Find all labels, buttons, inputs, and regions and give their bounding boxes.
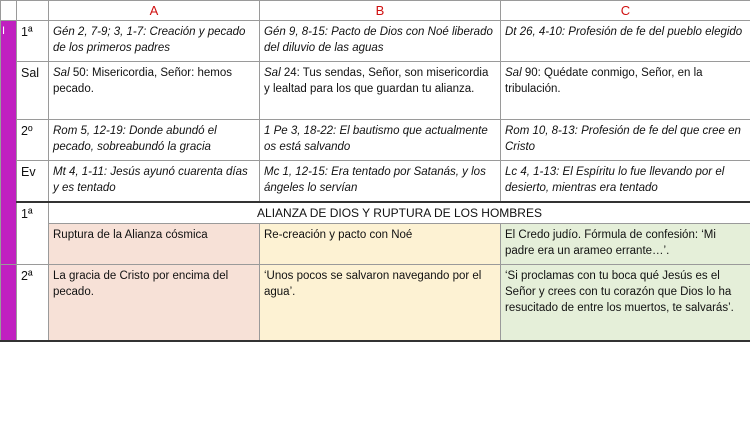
reading-second-c: Rom 10, 8-13: Profesión de fe del que cree en Cristo — [501, 120, 750, 161]
theme-first-a: Ruptura de la Alianza cósmica — [49, 223, 260, 264]
row-label-psalm: Sal — [17, 62, 49, 120]
theme-label-second: 2ª — [17, 264, 49, 341]
theme-heading-row — [1, 202, 750, 224]
reading-row-second — [1, 120, 750, 161]
theme-second-c: ‘Si proclamas con tu boca qué Jesús es el Señor y crees con tu corazón que Dios lo ha resucitado de entre los muertos, te salvarás’. — [501, 264, 750, 341]
reading-second-b: 1 Pe 3, 18-22: El bautismo que actualmente os está salvando — [260, 120, 501, 161]
theme-first-b: Re-creación y pacto con Noé — [260, 223, 501, 264]
row-label-first: 1ª — [17, 21, 49, 62]
reading-row-psalm — [1, 62, 750, 120]
theme-second-a: La gracia de Cristo por encima del pecado. — [49, 264, 260, 341]
gospel-a: Mt 4, 1-11: Jesús ayunó cuarenta días y es tentado — [49, 161, 260, 202]
theme-row-first — [1, 223, 750, 264]
gospel-c: Lc 4, 1-13: El Espíritu lo fue llevando por el desierto, mientras era tentado — [501, 161, 750, 202]
theme-heading: ALIANZA DE DIOS Y RUPTURA DE LOS HOMBRES — [49, 202, 750, 224]
column-header-c: C — [501, 1, 750, 21]
psalm-a: Sal 50: Misericordia, Señor: hemos pecado. — [49, 62, 260, 120]
column-header-row — [1, 1, 750, 21]
row-label-second: 2º — [17, 120, 49, 161]
reading-first-a: Gén 2, 7-9; 3, 1-7: Creación y pecado de los primeros padres — [49, 21, 260, 62]
theme-second-b: ‘Unos pocos se salvaron navegando por el agua’. — [260, 264, 501, 341]
column-header-a: A — [49, 1, 260, 21]
gospel-b: Mc 1, 12-15: Era tentado por Satanás, y los ángeles lo servían — [260, 161, 501, 202]
theme-row-second — [1, 264, 750, 341]
reading-row-first — [1, 21, 750, 62]
header-corner — [17, 1, 49, 21]
reading-second-a: Rom 5, 12-19: Donde abundó el pecado, sobreabundó la gracia — [49, 120, 260, 161]
header-corner-stripe — [1, 1, 17, 21]
column-header-b: B — [260, 1, 501, 21]
reading-first-c: Dt 26, 4-10: Profesión de fe del pueblo elegido — [501, 21, 750, 62]
cycle-stripe: I — [1, 21, 17, 265]
row-label-gospel: Ev — [17, 161, 49, 202]
theme-first-c: El Credo judío. Fórmula de confesión: ‘Mi padre era un arameo errante…’. — [501, 223, 750, 264]
reading-first-b: Gén 9, 8-15: Pacto de Dios con Noé liberado del diluvio de las aguas — [260, 21, 501, 62]
psalm-c: Sal 90: Quédate conmigo, Señor, en la tribulación. — [501, 62, 750, 120]
reading-row-gospel — [1, 161, 750, 202]
theme-label-first: 1ª — [17, 202, 49, 265]
psalm-b: Sal 24: Tus sendas, Señor, son misericordia y lealtad para los que guardan tu alianza. — [260, 62, 501, 120]
cycle-stripe-bottom — [1, 264, 17, 341]
